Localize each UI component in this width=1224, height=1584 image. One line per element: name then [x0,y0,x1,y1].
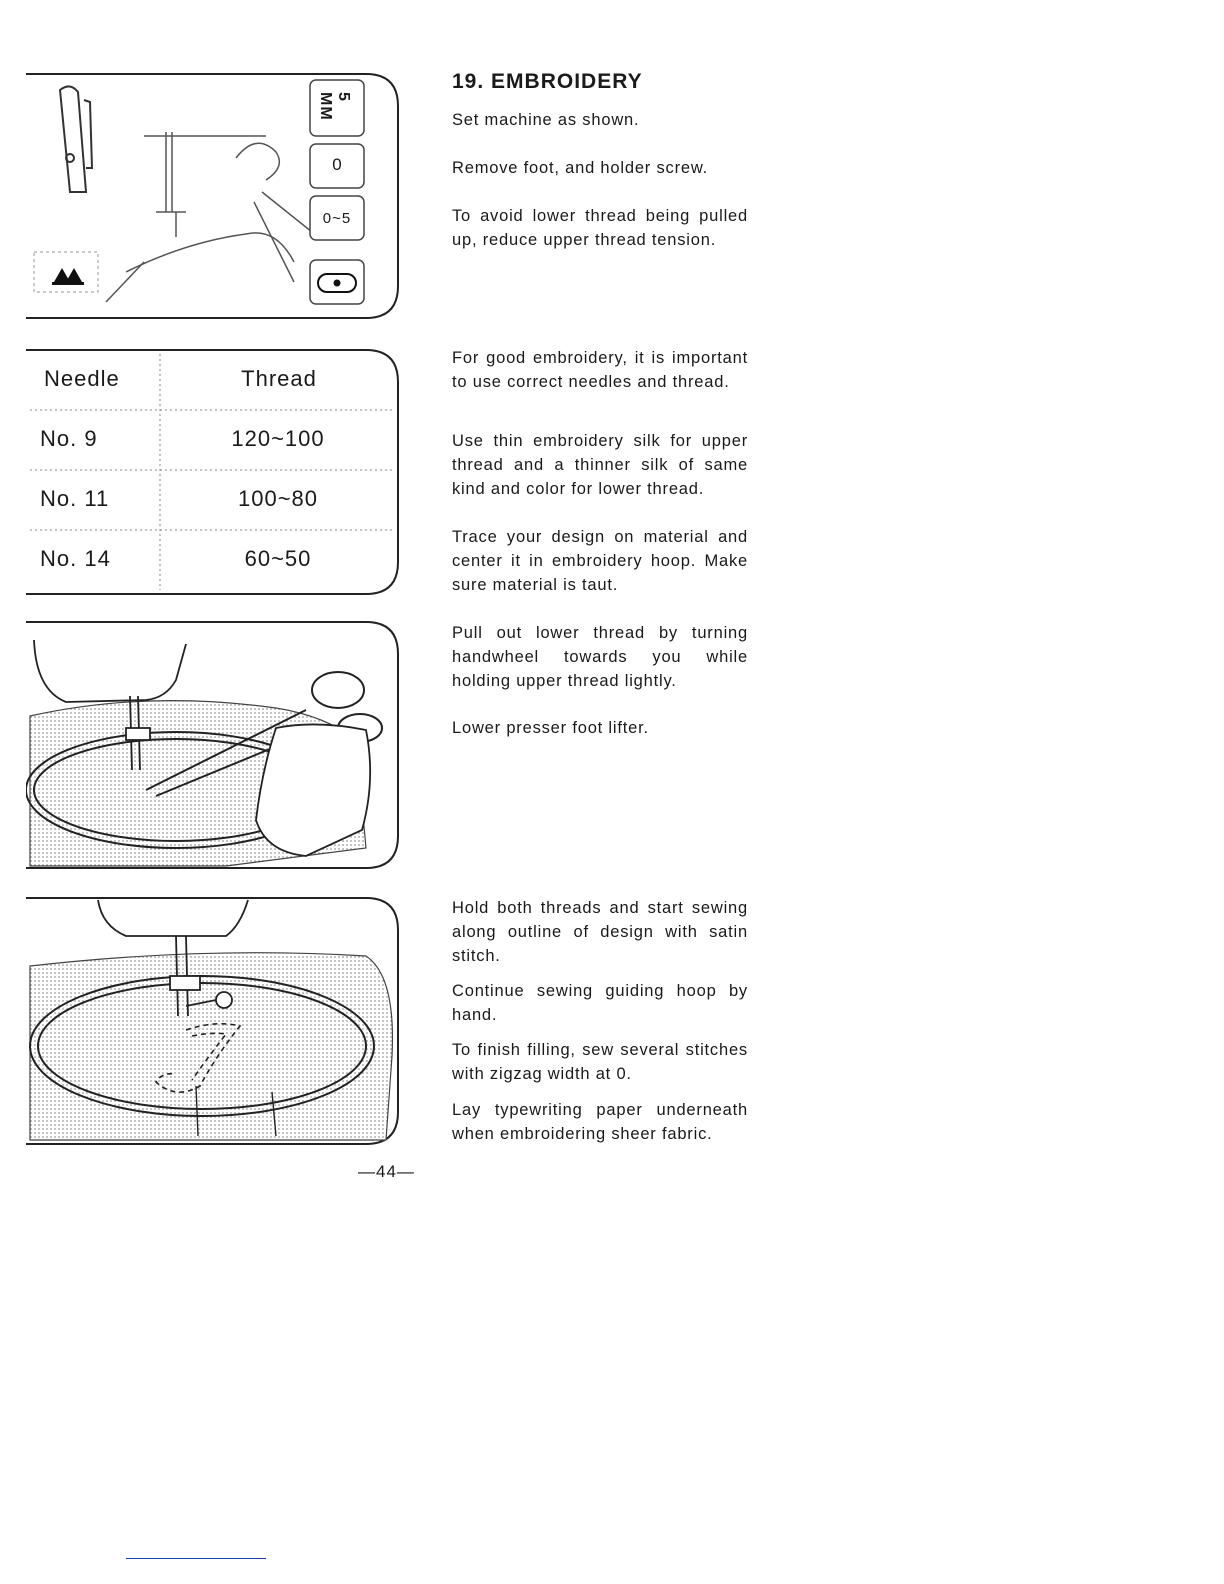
sewing-machine-head-icon [106,132,312,302]
instruction-paragraph: To avoid lower thread being pulled up, reduce upper thread tension. [452,207,748,249]
thread-cell: 120~100 [231,426,325,451]
feed-dog-up-icon [34,252,98,292]
needle-thread-table [26,348,400,596]
needle-cell: No. 9 [40,426,98,451]
top-dial-label: 5 MM [317,92,352,121]
instruction-paragraph: Set machine as shown. [452,111,640,129]
pull-lower-thread-illustration [26,620,400,870]
thread-column-header: Thread [241,366,317,391]
instruction-paragraph: For good embroidery, it is important to use correct needles and thread. [452,349,748,391]
instruction-paragraph: Trace your design on material and center it in embroidery hoop. Make sure material is taut. [452,528,748,594]
thread-cell: 100~80 [237,486,319,511]
stitch-width-label: 0 [332,155,342,174]
hoop-sewing-drawing [26,896,400,1146]
needle-cell: No. 14 [40,546,111,571]
footer-divider [126,1558,266,1559]
instruction-paragraph: Lay typewriting paper underneath when embroidering sheer fabric. [452,1101,748,1143]
section-heading: 19. EMBROIDERY [452,70,643,93]
needle-cell: No. 11 [40,486,110,511]
thread-cell: 60~50 [244,546,312,571]
instruction-paragraph: Use thin embroidery silk for upper thread and a thinner silk of same kind and color for lower thread. [452,432,748,498]
scissors-hoop-drawing [26,620,400,870]
instruction-paragraph: Pull out lower thread by turning handwheel towards you while holding upper thread lightly. [452,624,748,690]
instruction-paragraph: Remove foot, and holder screw. [452,159,709,177]
presser-foot-holder-icon [60,86,92,192]
needle-column-header: Needle [44,366,120,391]
instruction-paragraph: Hold both threads and start sewing along outline of design with satin stitch. [452,899,748,965]
instruction-paragraph: Continue sewing guiding hoop by hand. [452,982,748,1024]
instruction-paragraph: Lower presser foot lifter. [452,719,649,737]
sewing-embroidery-illustration [26,896,400,1146]
machine-settings-illustration [26,72,400,320]
stitch-length-label: 0~5 [322,210,352,227]
instruction-paragraph: To finish filling, sew several stitches with zigzag width at 0. [452,1041,748,1083]
page-number: —44— [358,1162,415,1181]
